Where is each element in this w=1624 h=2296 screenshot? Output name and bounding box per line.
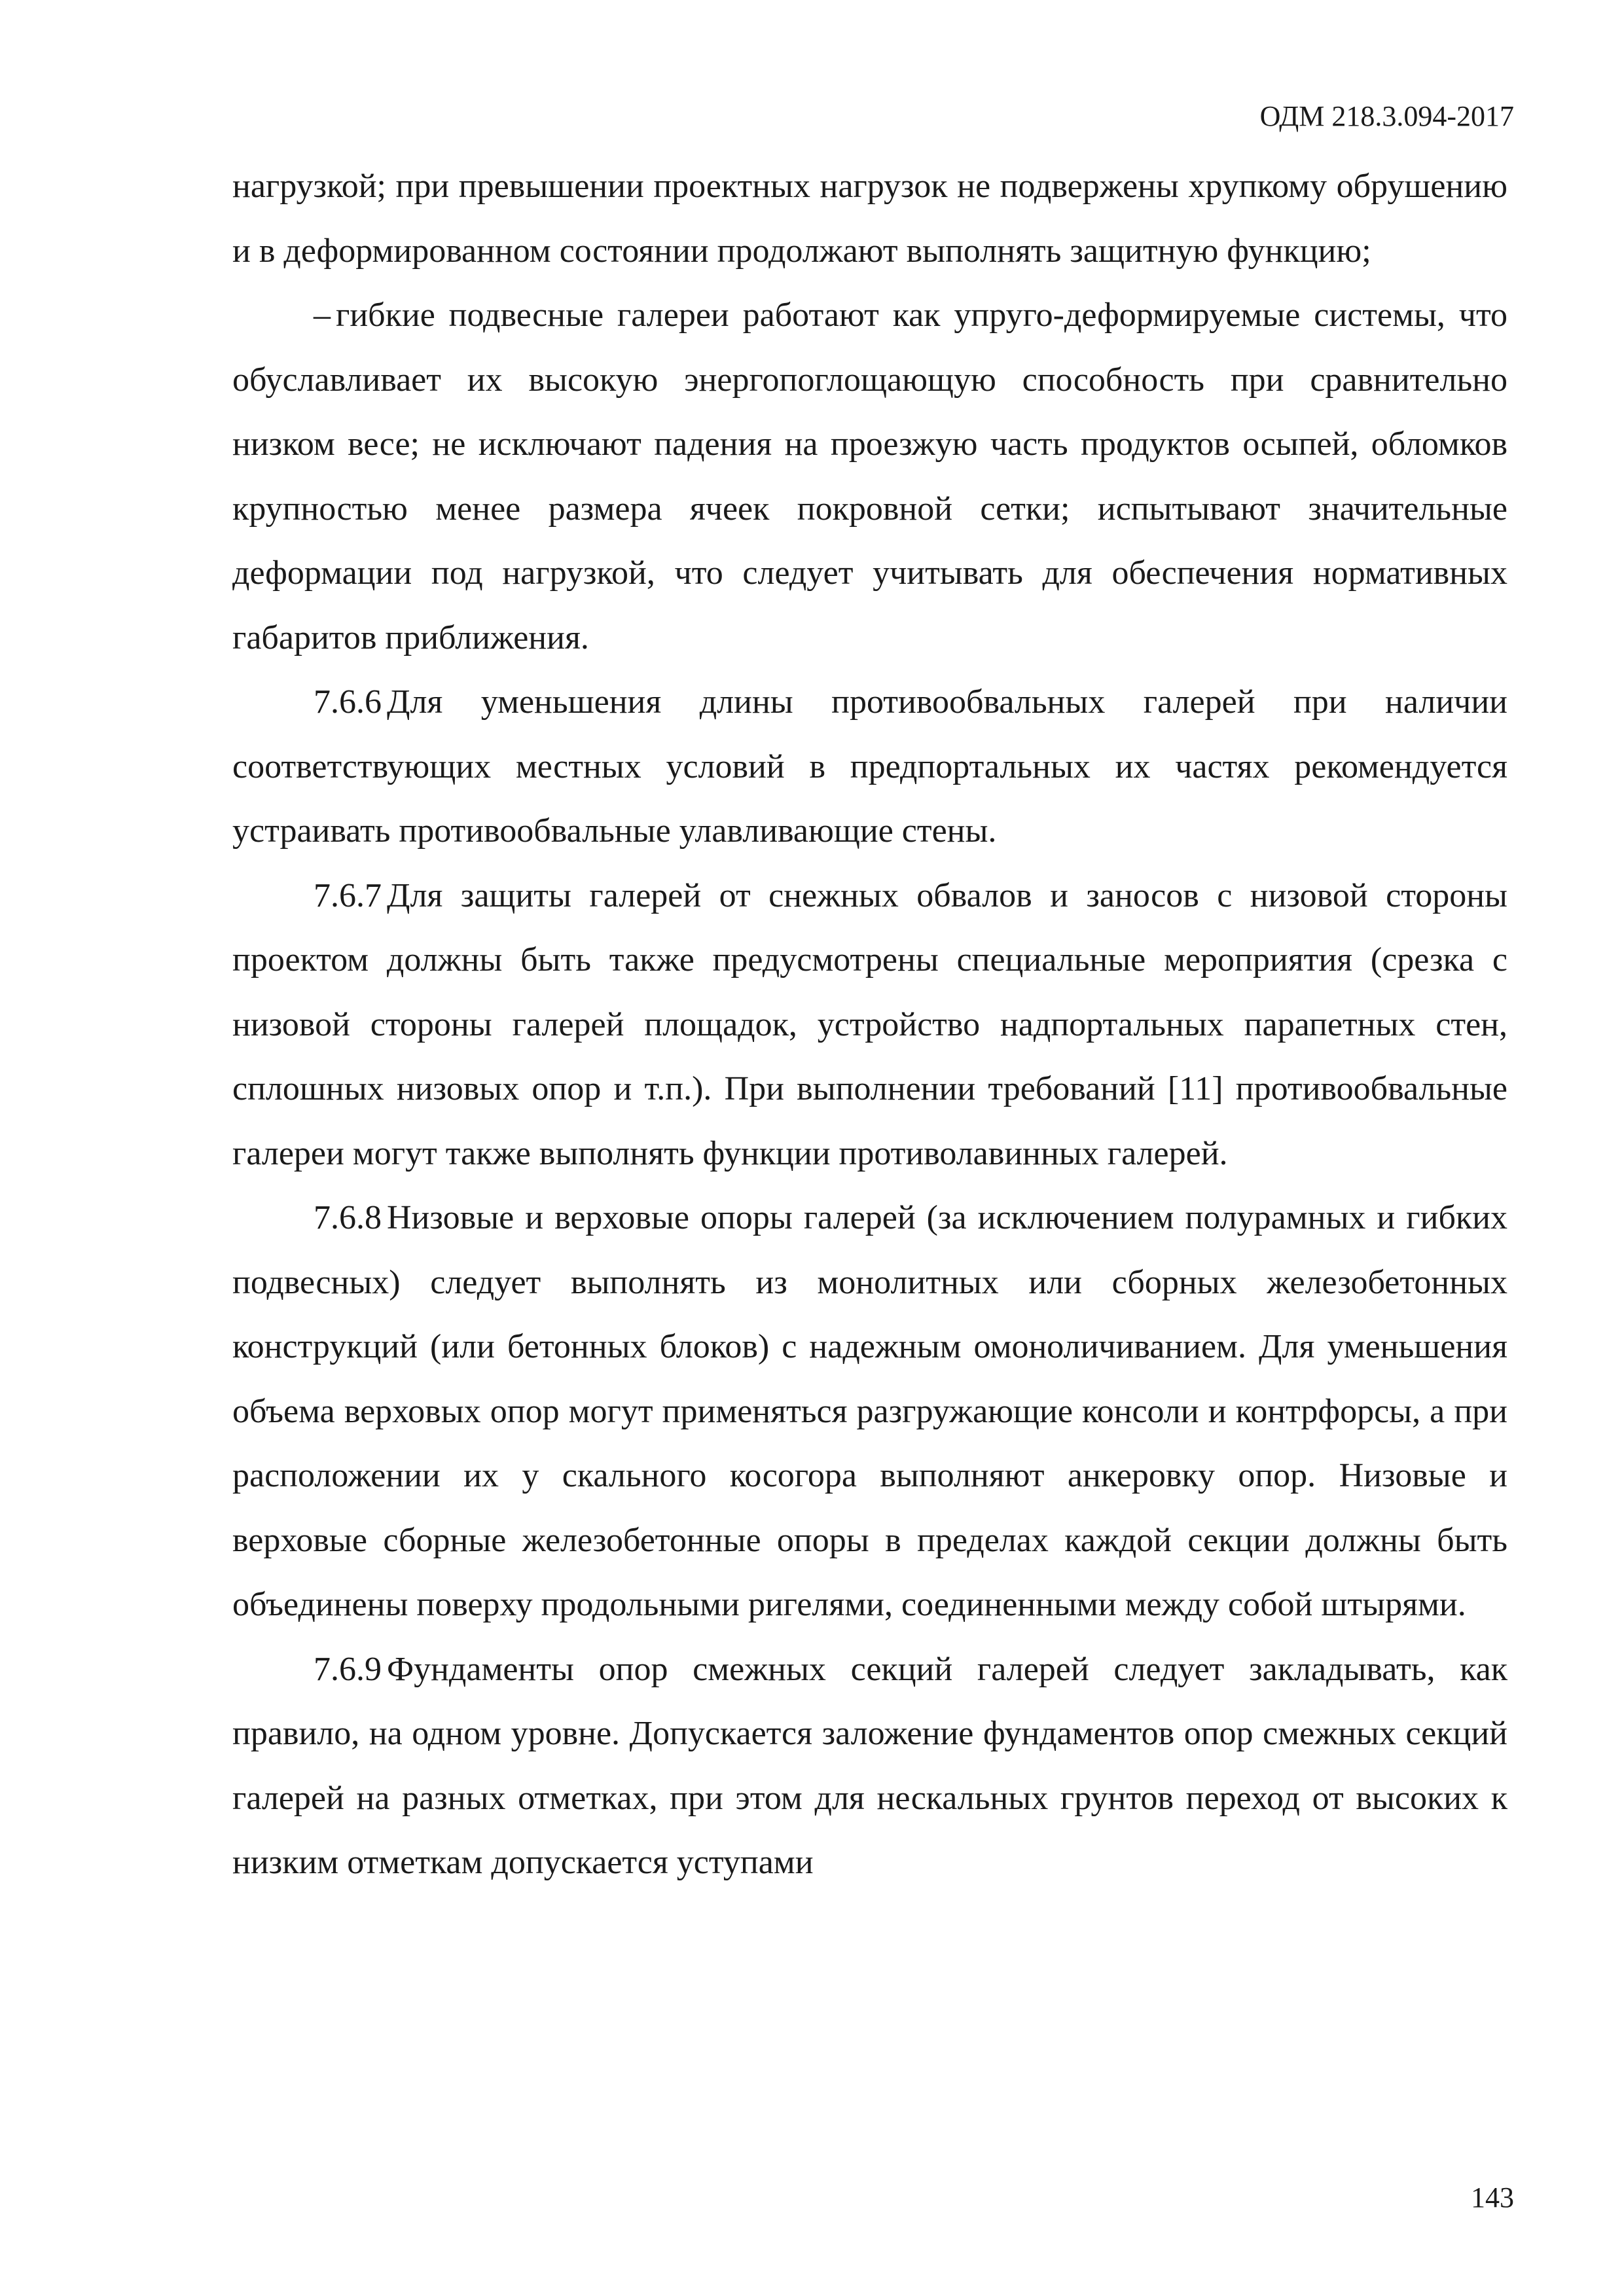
paragraph-text: Для защиты галерей от снежных обвалов и заносов с низовой стороны проектом должны быть также предусмотрены специальные мероприятия (срезка с низовой стороны галерей площадок, устройство надпортальных парапетных стен, сплошных низовых опор и т.п.). При выполнении требований [11] противообвальные галереи могут также выполнять функции противолавинных галерей. xyxy=(232,876,1507,1172)
list-dash: – xyxy=(314,296,331,334)
paragraph-continuation xyxy=(232,154,1507,283)
clause-number: 7.6.6 xyxy=(314,683,382,721)
paragraph-text: Низовые и верховые опоры галерей (за исключением полурамных и гибких подвесных) следует выполнять из монолитных или сборных железобетонных конструкций (или бетонных блоков) с надежным омоноличиванием. Для уменьшения объема верховых опор могут применяться разгружающие консоли и контрфорсы, а при расположении их у скального косогора выполняют анкеровку опор. Низовые и верховые сборные железобетонные опоры в пределах каждой секции должны быть объединены поверху продольными ригелями, соединенными между собой штырями. xyxy=(232,1199,1507,1623)
clause-7-6-7 xyxy=(232,864,1507,1187)
paragraph-text: Фундаменты опор смежных секций галерей следует закладывать, как правило, на одном уровне. Допускается заложение фундаментов опор смежных секций галерей на разных отметках, при этом для нескальных грунтов переход от высоких к низким отметкам допускается уступами xyxy=(232,1650,1507,1881)
page-number: 143 xyxy=(1471,2181,1514,2214)
clause-number: 7.6.7 xyxy=(314,876,382,914)
clause-7-6-9 xyxy=(232,1638,1507,1895)
paragraph-text: нагрузкой; при превышении проектных нагрузок не подвержены хрупкому обрушению и в деформированном состоянии продолжают выполнять защитную функцию; xyxy=(232,168,1507,270)
paragraph-text: гибкие подвесные галереи работают как упруго-деформируемые системы, что обуславливает их высокую энергопоглощающую способность при сравнительно низком весе; не исключают падения на проезжую часть продуктов осыпей, обломков крупностью менее размера ячеек покровной сетки; испытывают значительные деформации под нагрузкой, что следует учитывать для обеспечения нормативных габаритов приближения. xyxy=(232,296,1507,656)
document-code-header: ОДМ 218.3.094-2017 xyxy=(1259,100,1514,132)
clause-number: 7.6.9 xyxy=(314,1650,382,1688)
clause-number: 7.6.8 xyxy=(314,1199,382,1236)
list-item-flexible-galleries xyxy=(232,283,1507,670)
document-body xyxy=(232,154,1507,1895)
clause-7-6-6 xyxy=(232,670,1507,864)
clause-7-6-8 xyxy=(232,1186,1507,1638)
paragraph-text: Для уменьшения длины противообвальных галерей при наличии соответствующих местных условий в предпортальных их частях рекомендуется устраивать противообвальные улавливающие стены. xyxy=(232,683,1507,850)
